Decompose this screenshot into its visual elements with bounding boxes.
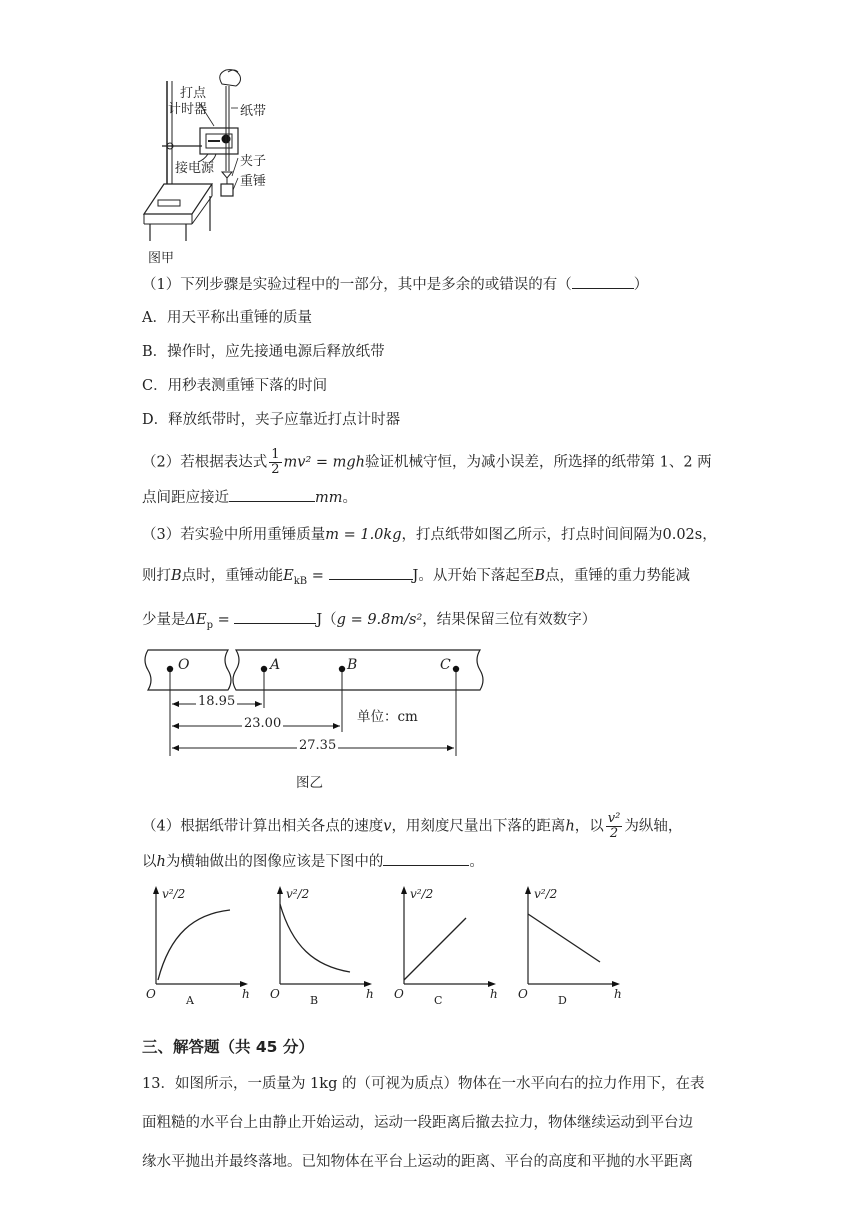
origin-label: O: [518, 987, 528, 1001]
distance-oa: 18.95: [198, 694, 236, 709]
q2-line1-post: 验证机械守恒，为减小误差，所选择的纸带第 1、2 两: [365, 454, 712, 471]
q2-line2: [142, 487, 357, 508]
q2-frac-num: 1: [271, 447, 280, 462]
q2-frac-den: 2: [271, 462, 280, 477]
q3-line1: [142, 525, 717, 545]
q4-h: h: [565, 818, 575, 835]
graph-option-b: [270, 884, 380, 1006]
q3-g-value: g = 9.8m/s²: [336, 612, 423, 628]
q3-line1-post: ，: [702, 527, 717, 543]
q13-line2: 面粗糙的水平台上由静止开始运动，运动一段距离后撤去拉力，物体继续运动到平台边: [142, 1115, 693, 1131]
graph-option-c: [394, 884, 504, 1006]
graph-curve: [280, 904, 350, 972]
y-axis-label: v²/2: [286, 887, 310, 901]
y-axis-label: v²/2: [410, 887, 434, 901]
q4-line2-post: 。: [469, 854, 484, 870]
q2-line2-pre: 点间距应接近: [142, 490, 229, 506]
q4-v: v: [383, 818, 392, 835]
graph-curve: [528, 914, 600, 962]
q3-line3-pre: 少量是: [142, 612, 186, 628]
point-label-c: C: [440, 657, 451, 673]
graph-curve: [404, 918, 466, 980]
q1-stem-end: ）: [633, 277, 649, 293]
point-label-o: O: [178, 657, 190, 673]
q3-line2-mid: 点时，重锤动能: [181, 568, 284, 584]
q2-line1-pre: （2）若根据表达式: [142, 454, 268, 471]
y-axis-arrow: [277, 886, 283, 894]
label-timer-line2: 计时器: [168, 102, 208, 117]
q3-line3-post: J（: [316, 612, 337, 628]
label-power: 接电源: [175, 161, 215, 176]
q4-h2: h: [156, 854, 166, 870]
x-axis-label: h: [614, 987, 622, 1001]
q4-line2: [142, 851, 484, 872]
point-a: [261, 666, 267, 672]
q3-line3: [142, 609, 596, 636]
y-axis-label: v²/2: [162, 887, 186, 901]
q1-option-b: B．操作时，应先接通电源后释放纸带: [142, 344, 385, 360]
q3-ek-eq: =: [307, 568, 329, 584]
q13-line1: 13．如图所示，一质量为 1kg 的（可视为质点）物体在一水平向右的拉力作用下，在表: [142, 1076, 705, 1092]
q1-option-d: D．释放纸带时，夹子应靠近打点计时器: [142, 412, 401, 428]
point-label-a: A: [270, 657, 281, 673]
q3-mass: m = 1.0kg: [325, 527, 402, 543]
label-weight: 重锤: [240, 174, 267, 189]
q1-option-a: A．用天平称出重锤的质量: [142, 310, 312, 326]
option-letter: A: [186, 994, 194, 1006]
q4-fraction: [606, 812, 623, 841]
graph-curve: [158, 910, 230, 980]
q3-dep-eq: =: [212, 612, 235, 628]
origin-label: O: [394, 987, 404, 1001]
q3-line2-unit: J。从开始下落起至: [412, 568, 535, 584]
option-letter: D: [558, 994, 567, 1006]
q2-line2-post: 。: [342, 490, 357, 506]
q3-dep-sub: p: [206, 619, 213, 631]
option-letter: B: [310, 994, 319, 1006]
origin-label: O: [146, 987, 156, 1001]
label-tape: 纸带: [240, 104, 267, 119]
origin-label: O: [270, 987, 280, 1001]
point-label-b: B: [347, 657, 358, 673]
graph-option-d: [518, 884, 628, 1006]
unit-label: 单位：cm: [357, 709, 418, 725]
x-axis-label: h: [366, 987, 374, 1001]
graph-option-a: [146, 884, 256, 1006]
figure-yi-caption: 图乙: [296, 775, 323, 791]
point-c: [453, 666, 459, 672]
q3-line1-mid: ，打点纸带如图乙所示，打点时间间隔为: [401, 527, 663, 543]
label-timer-line1: 打点: [180, 86, 207, 101]
q4-line1-mid: ，用刻度尺量出下落的距离: [391, 818, 566, 835]
q13-line3: 缘水平抛出并最终落地。已知物体在平台上运动的距离、平台的高度和平抛的水平距离: [142, 1154, 693, 1170]
y-axis-arrow: [525, 886, 531, 894]
q3-line3-end: ，结果保留三位有效数字）: [422, 612, 597, 628]
x-axis-label: h: [490, 987, 498, 1001]
section-heading: 三、解答题（共 45 分）: [142, 1038, 314, 1056]
q4-line2-pre: 以: [142, 854, 157, 870]
q4-line2-mid: 为横轴做出的图像应该是下图中的: [165, 854, 384, 870]
y-axis-label: v²/2: [534, 887, 558, 901]
graph-options: [146, 884, 646, 1004]
q1-stem-text: （1）下列步骤是实验过程中的一部分，其中是多余的或错误的有（: [142, 277, 572, 293]
q4-frac-num: v²: [607, 811, 621, 826]
q3-interval: 0.02s: [662, 527, 703, 543]
q4-line1-pre: （4）根据纸带计算出相关各点的速度: [142, 818, 384, 835]
figure-jia-caption: 图甲: [148, 251, 175, 266]
q2-fraction: [269, 448, 281, 477]
q2-formula: mv² = mgh: [283, 454, 366, 471]
q3-ek-blank[interactable]: [329, 565, 413, 580]
q3-point-b: B: [171, 568, 182, 584]
q4-answer-blank[interactable]: [383, 851, 469, 866]
label-clip: 夹子: [240, 154, 267, 169]
q2-unit: mm: [315, 490, 343, 506]
q3-line2-pre: 则打: [142, 568, 171, 584]
y-axis-arrow: [401, 886, 407, 894]
option-letter: C: [434, 994, 443, 1006]
q3-line2: [142, 565, 690, 592]
q4-line1: [142, 812, 682, 841]
q3-ek-sub: kB: [293, 575, 308, 587]
point-b: [339, 666, 345, 672]
q1-answer-blank[interactable]: [572, 274, 634, 289]
q3-dep-blank[interactable]: [234, 609, 316, 624]
q3-point-b2: B: [534, 568, 546, 584]
distance-ob: 23.00: [244, 716, 282, 731]
distance-oc: 27.35: [299, 738, 337, 753]
q3-line1-pre: （3）若实验中所用重锤质量: [142, 527, 326, 543]
point-o: [167, 666, 173, 672]
q2-line1: [142, 448, 712, 477]
q1-stem: [142, 274, 648, 295]
q4-frac-den: 2: [609, 826, 619, 841]
q3-ek: E: [283, 568, 294, 584]
q4-line1-mid2: ，以: [574, 818, 604, 835]
q1-option-c: C．用秒表测重锤下落的时间: [142, 378, 328, 394]
q4-line1-post: 为纵轴，: [624, 818, 683, 835]
q3-line2-post: 点，重锤的重力势能减: [545, 568, 691, 584]
q2-answer-blank[interactable]: [229, 487, 315, 502]
figure-jia: [142, 66, 292, 266]
x-axis-label: h: [242, 987, 250, 1001]
y-axis-arrow: [153, 886, 159, 894]
q3-dep: ΔE: [185, 612, 207, 628]
